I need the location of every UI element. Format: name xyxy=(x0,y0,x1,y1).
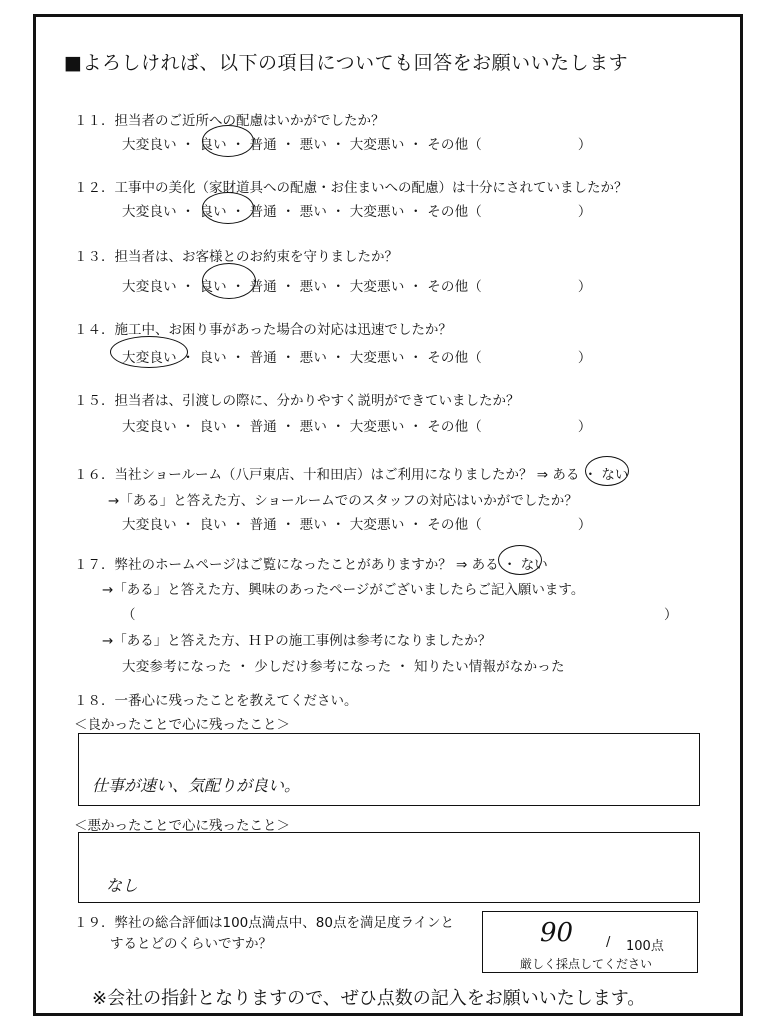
question-17-sub2: →「ある」と答えた方、ＨＰの施工事例は参考になりましたか？ xyxy=(102,633,492,649)
question-13: １３．担当者は、お客様とのお約束を守りましたか？ xyxy=(74,249,398,265)
question-16-sub: →「ある」と答えた方、ショールームでのスタッフの対応はいかがでしたか？ xyxy=(108,493,578,509)
score-max: 100点 xyxy=(626,939,664,954)
answer-circle-q17 xyxy=(498,545,542,575)
question-17-options: 大変参考になった ・ 少しだけ参考になった ・ 知りたい情報がなかった xyxy=(122,659,565,675)
good-memory-answer: 仕事が速い、気配りが良い。 xyxy=(92,776,301,795)
answer-circle-q16 xyxy=(585,456,629,486)
question-12-options: 大変良い ・ 良い ・ 普通 ・ 悪い ・ 大変悪い ・ その他（ ） xyxy=(122,204,592,220)
question-17-paren-close: ） xyxy=(664,607,678,623)
bad-memory-label: ＜悪かったことで心に残ったこと＞ xyxy=(74,818,290,834)
page-header: ■よろしければ、以下の項目についても回答をお願いいたします xyxy=(64,52,629,74)
question-14: １４．施工中、お困り事があった場合の対応は迅速でしたか？ xyxy=(74,322,452,338)
question-11: １１．担当者のご近所への配慮はいかがでしたか？ xyxy=(74,113,385,129)
score-slash: / xyxy=(606,935,611,950)
question-16-options: 大変良い ・ 良い ・ 普通 ・ 悪い ・ 大変悪い ・ その他（ ） xyxy=(122,517,592,533)
question-14-options: 大変良い ・ 良い ・ 普通 ・ 悪い ・ 大変悪い ・ その他（ ） xyxy=(122,350,592,366)
question-12: １２．工事中の美化（家財道具への配慮・お住まいへの配慮）は十分にされていましたか？ xyxy=(74,180,628,196)
answer-circle-q13 xyxy=(202,263,256,299)
footer-note: ※会社の指針となりますので、ぜひ点数の記入をお願いいたします。 xyxy=(92,988,646,1009)
question-19-line2: するとどのくらいですか？ xyxy=(110,936,272,952)
question-15-options: 大変良い ・ 良い ・ 普通 ・ 悪い ・ 大変悪い ・ その他（ ） xyxy=(122,419,592,435)
question-19-line1: １９．弊社の総合評価は100点満点中、80点を満足度ラインと xyxy=(74,915,455,931)
answer-circle-q14 xyxy=(110,336,188,368)
bad-memory-box xyxy=(78,832,700,903)
question-16: １６．当社ショールーム（八戸東店、十和田店）はご利用になりましたか？ ⇒ ある ・ ない xyxy=(74,467,629,483)
question-17-paren-open: （ xyxy=(122,607,136,623)
answer-circle-q12 xyxy=(202,192,254,224)
question-15: １５．担当者は、引渡しの際に、分かりやすく説明ができていましたか？ xyxy=(74,393,520,409)
question-18: １８．一番心に残ったことを教えてください。 xyxy=(74,693,358,709)
score-note: 厳しく採点してください xyxy=(520,957,653,971)
score-value: 90 xyxy=(540,918,574,948)
bad-memory-answer: なし xyxy=(106,876,139,895)
answer-circle-q11 xyxy=(202,125,254,157)
question-17: １７．弊社のホームページはご覧になったことがありますか？ ⇒ ある ・ ない xyxy=(74,557,548,573)
question-11-options: 大変良い ・ 良い ・ 普通 ・ 悪い ・ 大変悪い ・ その他（ ） xyxy=(122,137,592,153)
good-memory-label: ＜良かったことで心に残ったこと＞ xyxy=(74,717,290,733)
question-17-sub1: →「ある」と答えた方、興味のあったページがございましたらご記入願います。 xyxy=(102,582,585,598)
question-13-options: 大変良い ・ 良い ・ 普通 ・ 悪い ・ 大変悪い ・ その他（ ） xyxy=(122,279,592,295)
